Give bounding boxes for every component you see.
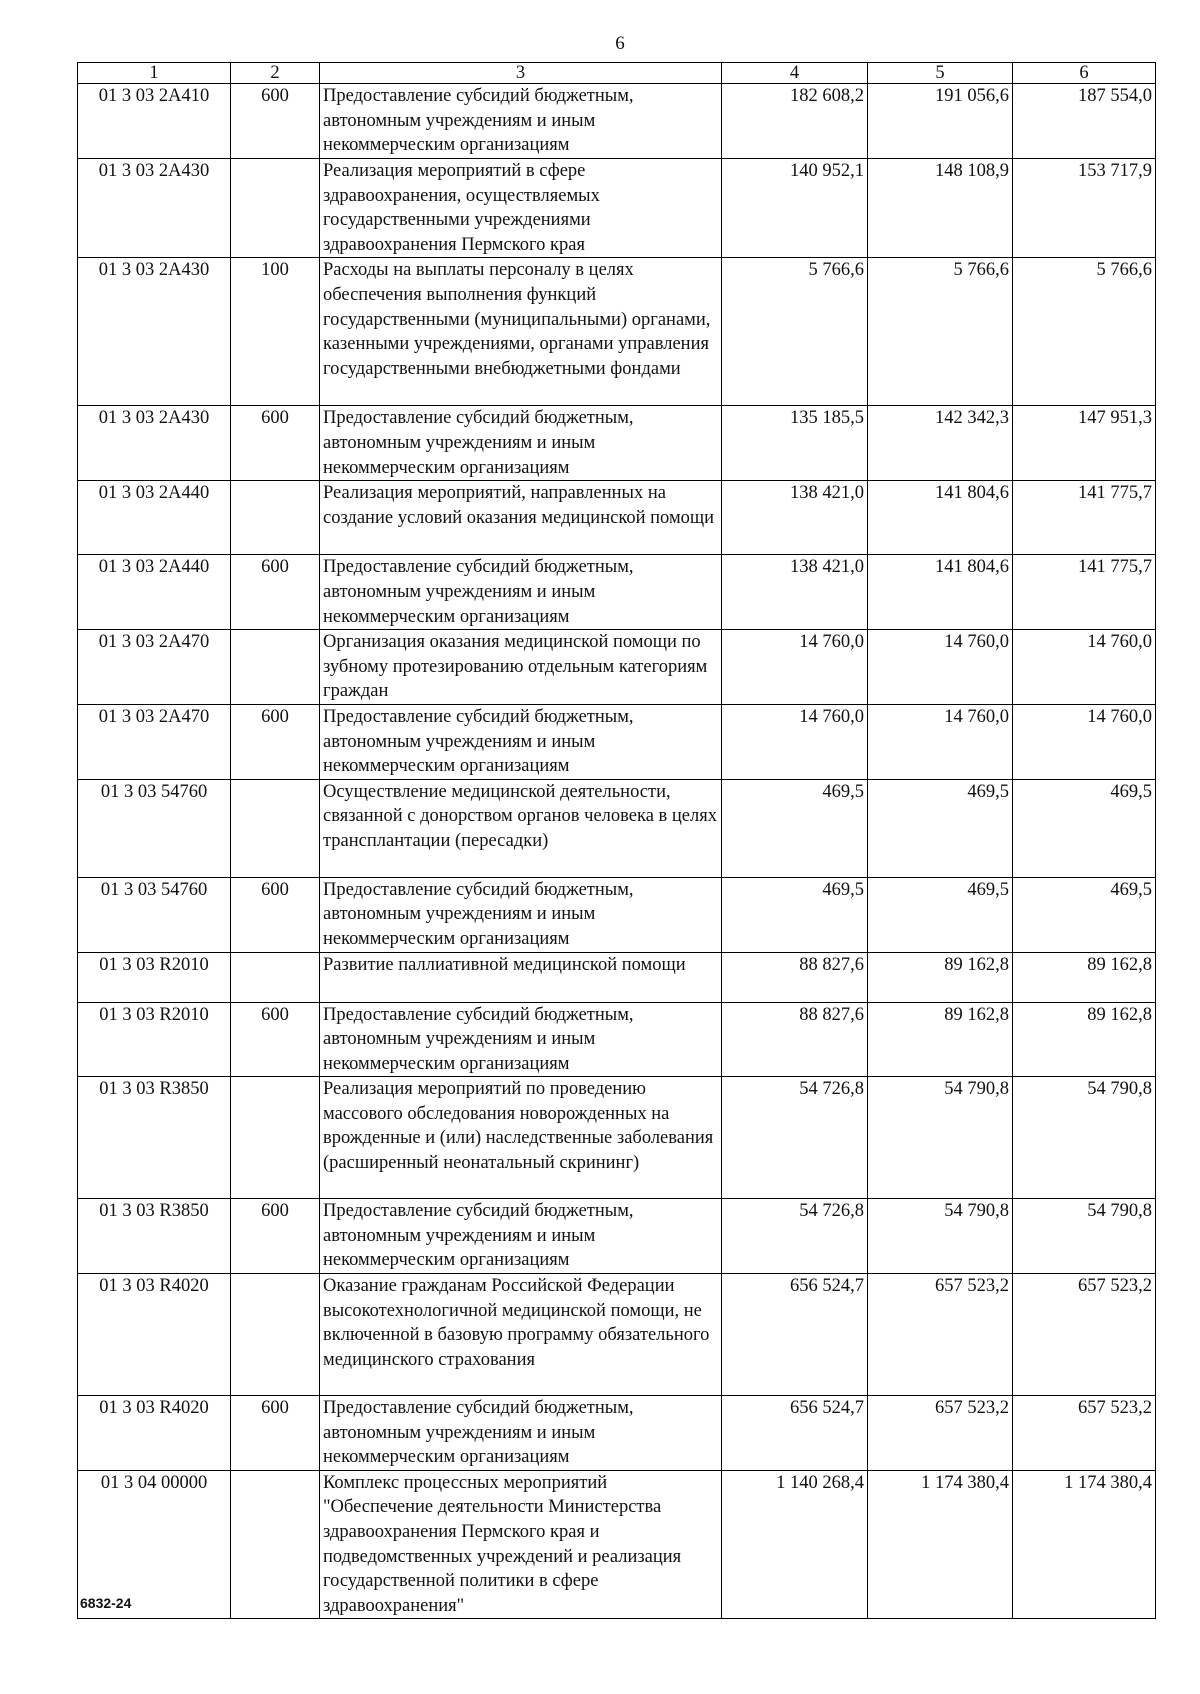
row-value-col5: 141 804,6: [868, 555, 1013, 630]
row-expense-kind: [231, 1274, 320, 1396]
row-name: Реализация мероприятий в сфере здравоохранения, осуществляемых государственными учреждениями здравоохранения Пермского края: [320, 159, 722, 258]
row-value-col5: 469,5: [868, 877, 1013, 952]
page-number: 6: [615, 33, 625, 54]
row-value-col6: 469,5: [1013, 779, 1156, 877]
row-value-col6: 89 162,8: [1013, 1002, 1156, 1077]
row-expense-kind: 600: [231, 1002, 320, 1077]
row-value-col6: 1 174 380,4: [1013, 1470, 1156, 1619]
row-value-col4: 1 140 268,4: [722, 1470, 868, 1619]
row-expense-kind: 600: [231, 877, 320, 952]
row-name: Предоставление субсидий бюджетным, автономным учреждениям и иным некоммерческим организациям: [320, 877, 722, 952]
row-value-col4: 88 827,6: [722, 952, 868, 1002]
table-row: [78, 406, 1156, 481]
column-header: 4: [722, 63, 868, 84]
row-value-col4: 135 185,5: [722, 406, 868, 481]
row-value-col5: 54 790,8: [868, 1199, 1013, 1274]
row-value-col6: 54 790,8: [1013, 1077, 1156, 1199]
row-value-col5: 89 162,8: [868, 1002, 1013, 1077]
row-value-col4: 469,5: [722, 877, 868, 952]
row-code: 01 3 03 R2010: [78, 1002, 231, 1077]
table-row: [78, 481, 1156, 555]
row-value-col6: 14 760,0: [1013, 704, 1156, 779]
row-name: Предоставление субсидий бюджетным, автономным учреждениям и иным некоммерческим организациям: [320, 406, 722, 481]
row-value-col4: 14 760,0: [722, 704, 868, 779]
row-name: Расходы на выплаты персоналу в целях обеспечения выполнения функций государственными (муниципальными) органами, казенными учреждениями, органами управления государственными внебюджетными фондами: [320, 258, 722, 406]
table-row: [78, 877, 1156, 952]
table-row: [78, 1077, 1156, 1199]
table-header-row: [78, 63, 1156, 84]
row-name: Реализация мероприятий, направленных на создание условий оказания медицинской помощи: [320, 481, 722, 555]
row-code: 01 3 03 2А440: [78, 555, 231, 630]
row-code: 01 3 03 2А470: [78, 630, 231, 705]
row-value-col6: 54 790,8: [1013, 1199, 1156, 1274]
row-code: 01 3 03 2А440: [78, 481, 231, 555]
row-value-col6: 141 775,7: [1013, 555, 1156, 630]
row-value-col5: 148 108,9: [868, 159, 1013, 258]
row-name: Организация оказания медицинской помощи по зубному протезированию отдельным категориям граждан: [320, 630, 722, 705]
row-value-col4: 138 421,0: [722, 555, 868, 630]
row-code: 01 3 03 2А430: [78, 258, 231, 406]
row-name: Предоставление субсидий бюджетным, автономным учреждениям и иным некоммерческим организациям: [320, 555, 722, 630]
row-value-col6: 147 951,3: [1013, 406, 1156, 481]
table-row: [78, 84, 1156, 159]
row-code: 01 3 03 2А410: [78, 84, 231, 159]
row-value-col5: 14 760,0: [868, 704, 1013, 779]
row-expense-kind: [231, 159, 320, 258]
row-code: 01 3 03 54760: [78, 877, 231, 952]
row-value-col4: 656 524,7: [722, 1396, 868, 1471]
document-code: 6832-24: [80, 1595, 132, 1611]
row-code: 01 3 03 R3850: [78, 1077, 231, 1199]
row-value-col5: 5 766,6: [868, 258, 1013, 406]
row-name: Предоставление субсидий бюджетным, автономным учреждениям и иным некоммерческим организациям: [320, 1002, 722, 1077]
column-header: 1: [78, 63, 231, 84]
row-value-col6: 469,5: [1013, 877, 1156, 952]
row-code: 01 3 03 R2010: [78, 952, 231, 1002]
row-value-col6: 141 775,7: [1013, 481, 1156, 555]
row-expense-kind: 600: [231, 84, 320, 159]
row-value-col5: 191 056,6: [868, 84, 1013, 159]
row-name: Комплекс процессных мероприятий "Обеспечение деятельности Министерства здравоохранения Пермского края и подведомственных учреждений и реализация государственной политики в сфере здравоохранения": [320, 1470, 722, 1619]
table-row: [78, 1396, 1156, 1471]
row-name: Предоставление субсидий бюджетным, автономным учреждениям и иным некоммерческим организациям: [320, 1396, 722, 1471]
row-value-col5: 89 162,8: [868, 952, 1013, 1002]
row-code: 01 3 03 R4020: [78, 1274, 231, 1396]
table-row: [78, 1470, 1156, 1619]
row-name: Предоставление субсидий бюджетным, автономным учреждениям и иным некоммерческим организациям: [320, 1199, 722, 1274]
column-header: 3: [320, 63, 722, 84]
budget-table: [77, 62, 1156, 1619]
row-code: 01 3 03 2А470: [78, 704, 231, 779]
table-row: [78, 159, 1156, 258]
row-value-col5: 657 523,2: [868, 1396, 1013, 1471]
row-expense-kind: 600: [231, 1199, 320, 1274]
row-value-col6: 5 766,6: [1013, 258, 1156, 406]
row-value-col6: 153 717,9: [1013, 159, 1156, 258]
row-value-col6: 187 554,0: [1013, 84, 1156, 159]
row-name: Предоставление субсидий бюджетным, автономным учреждениям и иным некоммерческим организациям: [320, 84, 722, 159]
table-row: [78, 952, 1156, 1002]
row-code: 01 3 03 R4020: [78, 1396, 231, 1471]
row-name: Осуществление медицинской деятельности, связанной с донорством органов человека в целях трансплантации (пересадки): [320, 779, 722, 877]
column-header: 6: [1013, 63, 1156, 84]
table-row: [78, 704, 1156, 779]
row-code: 01 3 03 54760: [78, 779, 231, 877]
row-code: 01 3 04 00000: [78, 1470, 231, 1619]
row-code: 01 3 03 R3850: [78, 1199, 231, 1274]
row-expense-kind: 600: [231, 555, 320, 630]
row-expense-kind: [231, 1077, 320, 1199]
row-value-col4: 88 827,6: [722, 1002, 868, 1077]
row-value-col4: 138 421,0: [722, 481, 868, 555]
row-value-col5: 14 760,0: [868, 630, 1013, 705]
row-name: Оказание гражданам Российской Федерации высокотехнологичной медицинской помощи, не включенной в базовую программу обязательного медицинского страхования: [320, 1274, 722, 1396]
table-row: [78, 779, 1156, 877]
row-expense-kind: [231, 481, 320, 555]
row-value-col6: 657 523,2: [1013, 1396, 1156, 1471]
table-row: [78, 1274, 1156, 1396]
row-value-col4: 54 726,8: [722, 1077, 868, 1199]
row-value-col4: 5 766,6: [722, 258, 868, 406]
row-value-col4: 182 608,2: [722, 84, 868, 159]
row-value-col6: 89 162,8: [1013, 952, 1156, 1002]
row-expense-kind: [231, 952, 320, 1002]
table-row: [78, 630, 1156, 705]
row-value-col5: 54 790,8: [868, 1077, 1013, 1199]
column-header: 2: [231, 63, 320, 84]
row-expense-kind: [231, 630, 320, 705]
row-value-col6: 657 523,2: [1013, 1274, 1156, 1396]
row-expense-kind: [231, 1470, 320, 1619]
row-code: 01 3 03 2А430: [78, 406, 231, 481]
row-expense-kind: 100: [231, 258, 320, 406]
row-name: Предоставление субсидий бюджетным, автономным учреждениям и иным некоммерческим организациям: [320, 704, 722, 779]
row-expense-kind: 600: [231, 1396, 320, 1471]
row-value-col4: 14 760,0: [722, 630, 868, 705]
row-value-col5: 657 523,2: [868, 1274, 1013, 1396]
row-value-col6: 14 760,0: [1013, 630, 1156, 705]
row-value-col4: 656 524,7: [722, 1274, 868, 1396]
row-value-col4: 140 952,1: [722, 159, 868, 258]
row-expense-kind: [231, 779, 320, 877]
row-expense-kind: 600: [231, 704, 320, 779]
table-row: [78, 1002, 1156, 1077]
row-value-col5: 1 174 380,4: [868, 1470, 1013, 1619]
row-value-col4: 54 726,8: [722, 1199, 868, 1274]
column-header: 5: [868, 63, 1013, 84]
row-name: Реализация мероприятий по проведению массового обследования новорожденных на врожденные и (или) наследственные заболевания (расширенный неонатальный скрининг): [320, 1077, 722, 1199]
row-expense-kind: 600: [231, 406, 320, 481]
table-row: [78, 555, 1156, 630]
row-name: Развитие паллиативной медицинской помощи: [320, 952, 722, 1002]
row-value-col4: 469,5: [722, 779, 868, 877]
table-row: [78, 1199, 1156, 1274]
row-code: 01 3 03 2А430: [78, 159, 231, 258]
row-value-col5: 469,5: [868, 779, 1013, 877]
row-value-col5: 142 342,3: [868, 406, 1013, 481]
row-value-col5: 141 804,6: [868, 481, 1013, 555]
table-row: [78, 258, 1156, 406]
